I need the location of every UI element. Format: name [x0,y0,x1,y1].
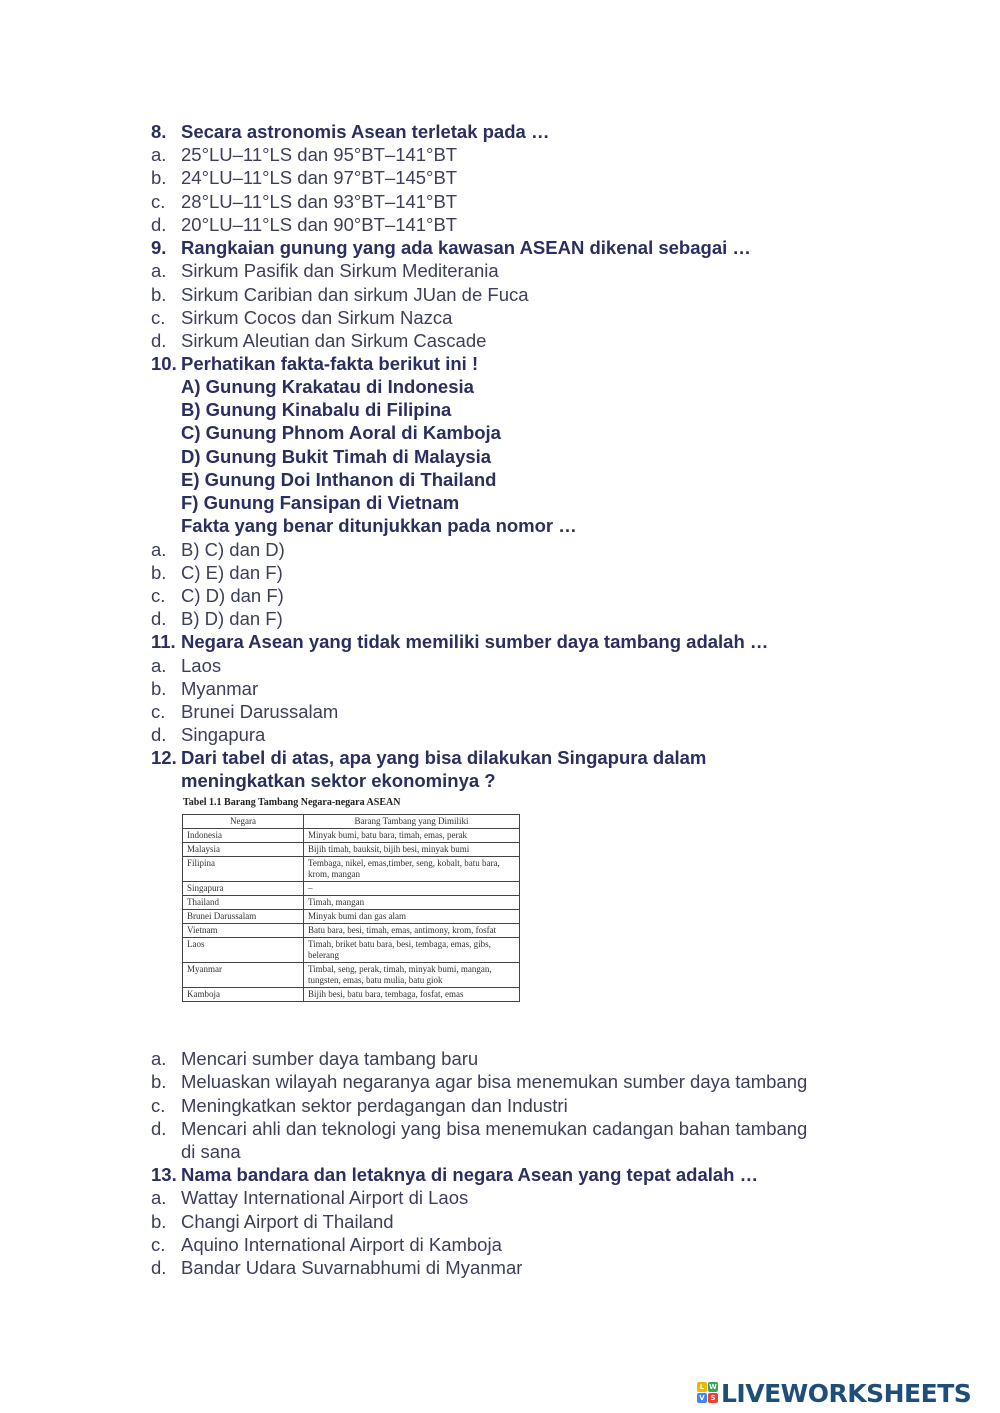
table-row [183,843,520,857]
option-11d[interactable]: d. Singapura [151,724,266,745]
option-9a[interactable]: a. Sirkum Pasifik dan Sirkum Mediterania [151,260,499,281]
question-text: Nama bandara dan letaknya di negara Asean yang tepat adalah … [181,1164,759,1185]
table-cell: Thailand [183,896,304,910]
question-12-line2: meningkatkan sektor ekonominya ? [181,770,496,791]
question-10 [151,352,478,375]
table-cell: Bijih besi, batu bara, tembaga, fosfat, emas [304,988,520,1002]
table-cell: Singapura [183,882,304,896]
question-text: Rangkaian gunung yang ada kawasan ASEAN dikenal sebagai … [181,237,751,258]
question-text: Negara Asean yang tidak memiliki sumber daya tambang adalah … [181,631,769,652]
fact-a: A) Gunung Krakatau di Indonesia [181,376,474,397]
option-13b[interactable]: b. Changi Airport di Thailand [151,1211,394,1232]
fact-b: B) Gunung Kinabalu di Filipina [181,399,452,420]
option-11a[interactable]: a. Laos [151,655,222,676]
table-cell: Malaysia [183,843,304,857]
table-cell: Minyak bumi dan gas alam [304,910,520,924]
option-12a[interactable]: a. Mencari sumber daya tambang baru [151,1048,479,1069]
table-cell: Bijih timah, bauksit, bijih besi, minyak bumi [304,843,520,857]
table-cell: Vietnam [183,924,304,938]
fact-e: E) Gunung Doi Inthanon di Thailand [181,469,497,490]
table-header-row [183,815,520,829]
option-8b[interactable]: b. 24°LU–11°LS dan 97°BT–145°BT [151,167,458,188]
table-cell: Myanmar [183,963,304,988]
table-row [183,829,520,843]
mining-table [182,814,520,1002]
question-9 [151,236,751,259]
question-number: 12. [151,747,177,768]
question-text: Dari tabel di atas, apa yang bisa dilakukan Singapura dalam [181,747,707,768]
question-number: 11. [151,631,176,652]
option-8d[interactable]: d. 20°LU–11°LS dan 90°BT–141°BT [151,214,458,235]
fact-c: C) Gunung Phnom Aoral di Kamboja [181,422,501,443]
fact-f: F) Gunung Fansipan di Vietnam [181,492,460,513]
question-number: 10. [151,353,177,374]
table-cell: Minyak bumi, batu bara, timah, emas, perak [304,829,520,843]
table-cell: Timah, mangan [304,896,520,910]
question-number: 8. [151,121,167,142]
table-row [183,910,520,924]
table-row [183,938,520,963]
option-12c[interactable]: c. Meningkatkan sektor perdagangan dan Industri [151,1095,568,1116]
question-text: Perhatikan fakta-fakta berikut ini ! [181,353,479,374]
option-10a[interactable]: a. B) C) dan D) [151,539,285,560]
option-10c[interactable]: c. C) D) dan F) [151,585,284,606]
table-cell: Indonesia [183,829,304,843]
option-13c[interactable]: c. Aquino International Airport di Kamboja [151,1234,502,1255]
logo-badge-tile: S [708,1393,718,1403]
logo-badge-icon [697,1382,719,1404]
question-8 [151,120,549,143]
question-12 [151,746,706,769]
logo-badge-tile: W [709,1383,717,1391]
table-row [183,896,520,910]
table-row [183,988,520,1002]
question-10-prompt: Fakta yang benar ditunjukkan pada nomor … [181,515,577,536]
option-13d[interactable]: d. Bandar Udara Suvarnabhumi di Myanmar [151,1257,523,1278]
question-11 [151,630,768,653]
question-13 [151,1163,758,1186]
option-13a[interactable]: a. Wattay International Airport di Laos [151,1187,469,1208]
logo-text: LIVEWORKSHEETS [721,1379,972,1408]
question-number: 9. [151,237,167,258]
question-text: Secara astronomis Asean terletak pada … [181,121,550,142]
logo-badge-tile: L [697,1382,707,1392]
option-9d[interactable]: d. Sirkum Aleutian dan Sirkum Cascade [151,330,487,351]
table-cell: Tembaga, nikel, emas,timber, seng, kobalt, batu bara, krom, mangan [304,857,520,882]
table-row [183,963,520,988]
table-header: Negara [183,815,304,829]
question-number: 13. [151,1164,177,1185]
table-cell: Batu bara, besi, timah, emas, antimony, krom, fosfat [304,924,520,938]
table-row [183,857,520,882]
option-12d[interactable]: d. Mencari ahli dan teknologi yang bisa menemukan cadangan bahan tambang [151,1118,808,1139]
table-title: Tabel 1.1 Barang Tambang Negara-negara ASEAN [183,797,401,808]
option-11b[interactable]: b. Myanmar [151,678,259,699]
option-9c[interactable]: c. Sirkum Cocos dan Sirkum Nazca [151,307,453,328]
table-cell: Brunei Darussalam [183,910,304,924]
table-cell: Timbal, seng, perak, timah, minyak bumi, mangan, tungsten, emas, batu mulia, batu giok [304,963,520,988]
table-row [183,924,520,938]
table-cell: Timah, briket batu bara, besi, tembaga, emas, gibs, belerang [304,938,520,963]
option-10b[interactable]: b. C) E) dan F) [151,562,283,583]
logo-badge-tile: V [697,1393,707,1403]
option-9b[interactable]: b. Sirkum Caribian dan sirkum JUan de Fuca [151,284,529,305]
table-cell: – [304,882,520,896]
option-11c[interactable]: c. Brunei Darussalam [151,701,339,722]
table-cell: Filipina [183,857,304,882]
table-cell: Kamboja [183,988,304,1002]
table-cell: Laos [183,938,304,963]
option-10d[interactable]: d. B) D) dan F) [151,608,283,629]
table-row [183,882,520,896]
option-8a[interactable]: a. 25°LU–11°LS dan 95°BT–141°BT [151,144,458,165]
table-header: Barang Tambang yang Dimiliki [304,815,520,829]
option-12b[interactable]: b. Meluaskan wilayah negaranya agar bisa menemukan sumber daya tambang [151,1071,808,1092]
option-8c[interactable]: c. 28°LU–11°LS dan 93°BT–141°BT [151,191,458,212]
fact-d: D) Gunung Bukit Timah di Malaysia [181,446,492,467]
option-12d-line2: di sana [181,1141,241,1162]
